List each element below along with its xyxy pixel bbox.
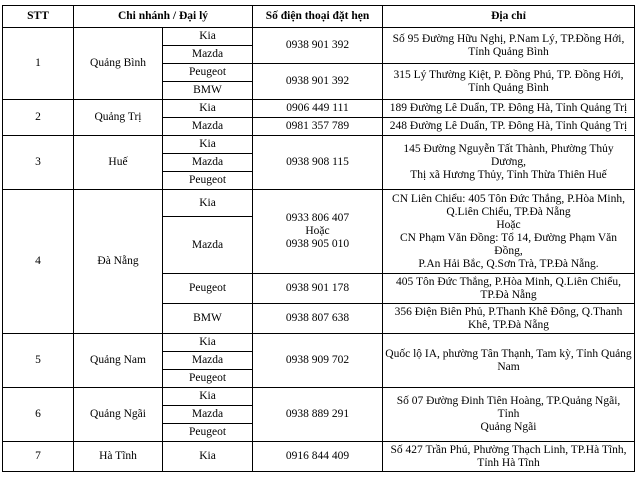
address-cell (383, 334, 635, 388)
phone-cell (253, 190, 383, 274)
address-line: P.An Hải Bắc, Q.Sơn Trà, TP.Đà Nẵng. (418, 257, 599, 270)
phone-cell: 0981 357 789 (253, 118, 383, 136)
address-line: Hoặc (496, 218, 521, 231)
address-line: TP.Đà Nẵng (480, 288, 537, 301)
address-cell (383, 304, 635, 334)
address-cell (383, 388, 635, 442)
branch-cell: Huế (74, 136, 163, 190)
brand-cell: Peugeot (163, 370, 253, 388)
dealer-table (2, 5, 635, 472)
table-row (3, 388, 635, 406)
phone-cell: 0916 844 409 (253, 442, 383, 472)
brand-cell: Peugeot (163, 172, 253, 190)
brand-cell: Kia (163, 190, 253, 217)
phone-line: 0933 806 407 (285, 212, 350, 224)
address-line: 356 Điện Biên Phủ, P.Thanh Khê Đông, Q.Thanh (394, 305, 623, 318)
phone-cell: 0906 449 111 (253, 100, 383, 118)
brand-cell: Mazda (163, 352, 253, 370)
brand-cell: BMW (163, 304, 253, 334)
brand-cell: Peugeot (163, 64, 253, 82)
branch-cell: Đà Nẵng (74, 190, 163, 334)
table-row (3, 334, 635, 352)
header-address: Địa chỉ (383, 6, 635, 28)
stt-cell: 7 (3, 442, 74, 472)
brand-cell: Peugeot (163, 424, 253, 442)
phone-cell: 0938 901 178 (253, 274, 383, 304)
stt-cell: 6 (3, 388, 74, 442)
address-line: Nam (497, 360, 520, 373)
address-line: Số 427 Trần Phú, Phường Thạch Linh, TP.Hà Tĩnh, (390, 443, 627, 456)
brand-cell: Mazda (163, 217, 253, 274)
stt-cell: 3 (3, 136, 74, 190)
phone-cell: 0938 889 291 (253, 388, 383, 442)
branch-cell: Quảng Bình (74, 28, 163, 100)
stt-cell: 4 (3, 190, 74, 334)
header-row (3, 6, 635, 28)
brand-cell: Mazda (163, 154, 253, 172)
address-cell (383, 274, 635, 304)
address-line: Khê, TP.Đà Nẵng (468, 318, 549, 331)
phone-cell: 0938 901 392 (253, 28, 383, 64)
brand-cell: Mazda (163, 406, 253, 424)
address-cell (383, 136, 635, 190)
brand-cell: Kia (163, 100, 253, 118)
brand-cell: BMW (163, 82, 253, 100)
phone-cell: 0938 901 392 (253, 64, 383, 100)
address-line: 145 Đường Nguyễn Tất Thành, Phường Thủy Dương, (403, 143, 614, 168)
address-line: Tỉnh Quảng Bình (468, 45, 549, 58)
brand-cell: Peugeot (163, 274, 253, 304)
address-line: CN Phạm Văn Đồng: Tổ 14, Đường Phạm Văn Đồng, (399, 231, 618, 257)
address-cell: 248 Đường Lê Duẩn, TP. Đông Hà, Tỉnh Quảng Trị (383, 118, 635, 136)
address-line: 405 Tôn Đức Thắng, P.Hòa Minh, Q.Liên Chiểu, (396, 275, 621, 288)
address-cell (383, 64, 635, 100)
stt-cell: 1 (3, 28, 74, 100)
address-cell: 189 Đường Lê Duẩn, TP. Đông Hà, Tỉnh Quảng Trị (383, 100, 635, 118)
branch-cell: Quảng Trị (74, 100, 163, 136)
address-line: Tỉnh Hà Tĩnh (477, 456, 540, 469)
address-line: CN Liên Chiểu: 405 Tôn Đức Thắng, P.Hòa Minh, (392, 192, 625, 205)
address-line: 315 Lý Thường Kiệt, P. Đồng Phú, TP. Đồng Hới, (393, 68, 624, 81)
table-row (3, 442, 635, 472)
header-phone: Số điện thoại đặt hẹn (253, 6, 383, 28)
header-branch: Chi nhánh / Đại lý (74, 6, 253, 28)
stt-cell: 5 (3, 334, 74, 388)
branch-cell: Quảng Nam (74, 334, 163, 388)
brand-cell: Mazda (163, 118, 253, 136)
branch-cell: Quảng Ngãi (74, 388, 163, 442)
brand-cell: Kia (163, 334, 253, 352)
stt-cell: 2 (3, 100, 74, 136)
phone-cell: 0938 908 115 (253, 136, 383, 190)
phone-line: 0938 905 010 (285, 238, 350, 250)
address-line: Q.Liên Chiểu, TP.Đà Nẵng (446, 205, 571, 218)
brand-cell: Mazda (163, 46, 253, 64)
brand-cell: Kia (163, 388, 253, 406)
brand-cell: Kia (163, 442, 253, 472)
brand-cell: Kia (163, 136, 253, 154)
address-line: Số 07 Đường Đinh Tiên Hoàng, TP.Quảng Ngãi, Tỉnh (396, 395, 621, 420)
address-cell (383, 28, 635, 64)
address-line: Tỉnh Quảng Bình (468, 81, 549, 94)
phone-cell: 0938 807 638 (253, 304, 383, 334)
table-row (3, 136, 635, 154)
address-cell (383, 442, 635, 472)
table-row (3, 100, 635, 118)
brand-cell: Kia (163, 28, 253, 46)
phone-line: Hoặc (305, 225, 330, 237)
table-row (3, 28, 635, 46)
address-line: Quốc lộ IA, phường Tân Thạnh, Tam kỳ, Tỉnh Quảng (385, 347, 632, 360)
address-line: Số 95 Đường Hữu Nghị, P.Nam Lý, TP.Đồng Hới, (392, 32, 625, 45)
address-line: Quảng Ngãi (480, 421, 537, 433)
phone-cell: 0938 909 702 (253, 334, 383, 388)
address-line: Thị xã Hương Thủy, Tỉnh Thừa Thiên Huế (410, 169, 607, 181)
header-stt: STT (3, 6, 74, 28)
address-cell (383, 190, 635, 274)
table-row (3, 190, 635, 217)
branch-cell: Hà Tĩnh (74, 442, 163, 472)
